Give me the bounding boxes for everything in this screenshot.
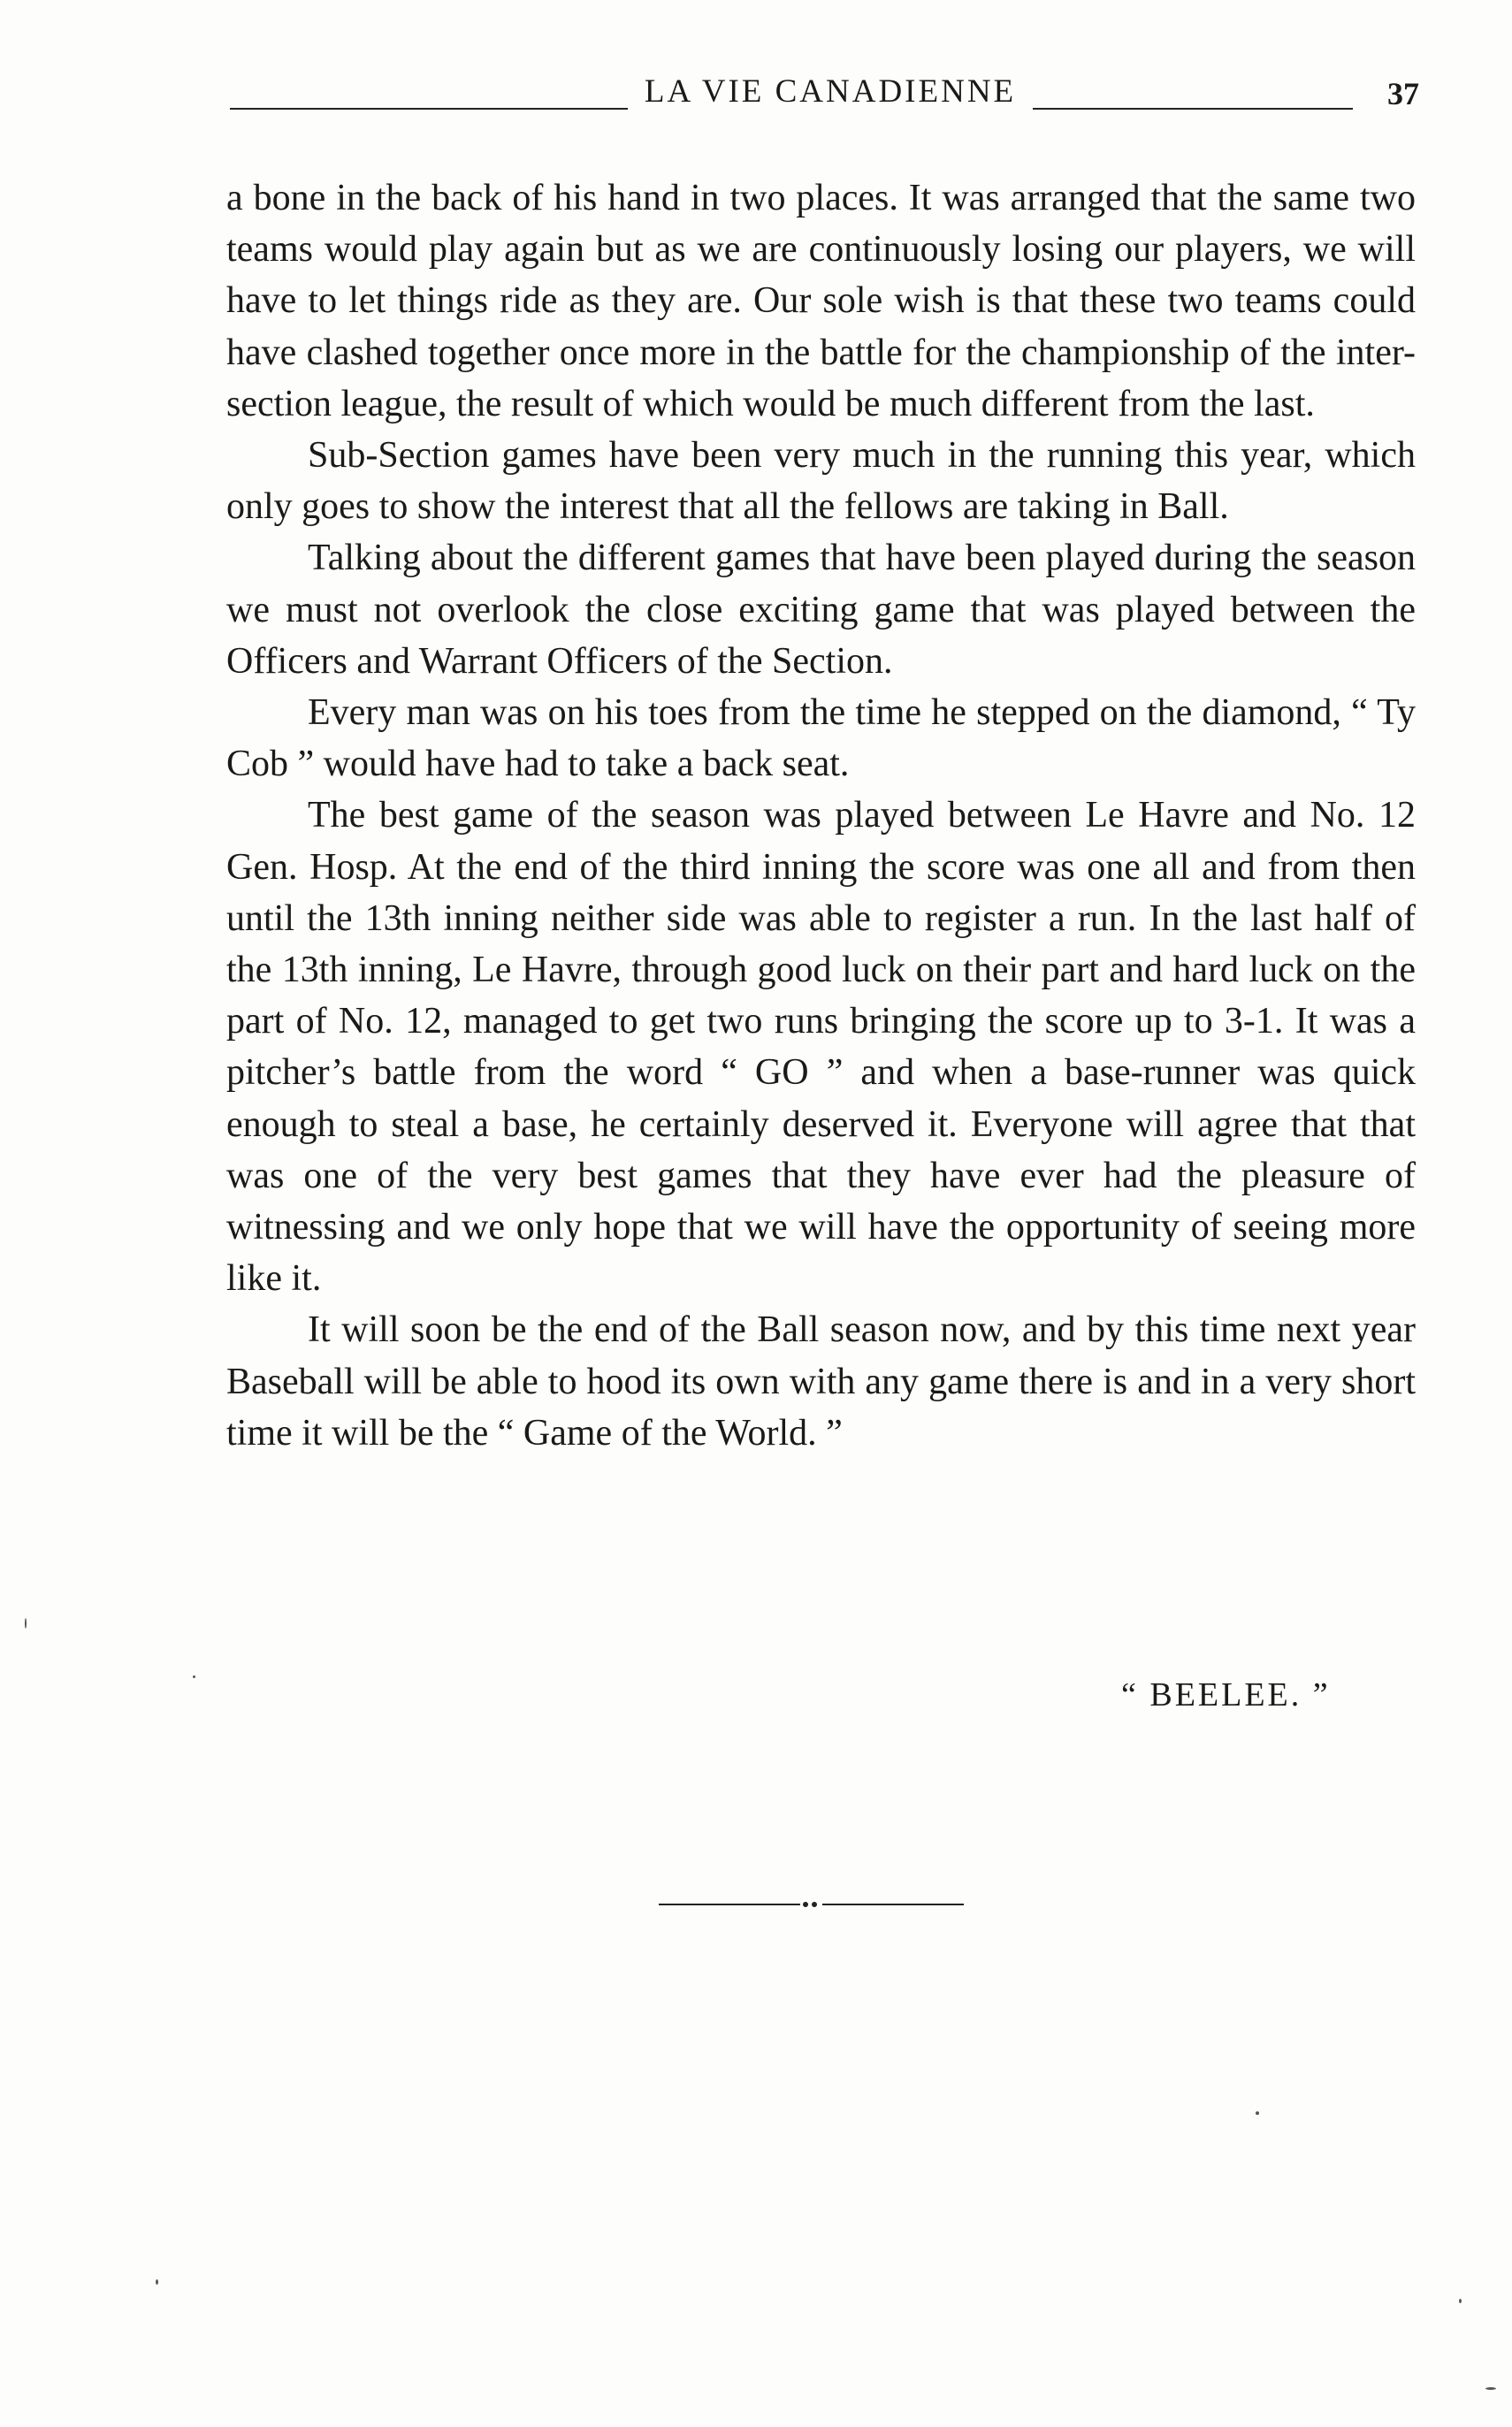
print-speck: [1485, 2387, 1496, 2390]
paragraph: It will soon be the end of the Ball season now, and by this time next year Baseball will be able to hood its own with any game there is and in a very short time it will be the “ Game of the World. ”: [226, 1309, 1416, 1454]
divider-line-left: [659, 1904, 800, 1905]
print-speck: [193, 1675, 195, 1678]
print-speck: [156, 2279, 158, 2285]
paragraph: Talking about the different games that have been played during the season we must not overlook the close exciting game that was played between the Officers and Warrant Officers of the Section.: [226, 538, 1416, 682]
article-body: [226, 172, 1416, 1459]
author-signature: “ BEELEE. ”: [1121, 1676, 1331, 1713]
divider-line-right: [822, 1904, 964, 1905]
header-rule-right: [1033, 108, 1353, 110]
header-rule-left: [230, 108, 628, 110]
print-speck: [1459, 2299, 1462, 2303]
paragraph: The best game of the season was played between Le Havre and No. 12 Gen. Hosp. At the end of the third inning the score was one all and from then until the 13th inning neither side was able to register a run. In the last half of the 13th inning, Le Havre, through good luck on their part and hard luck on the part of No. 12, managed to get two runs bringing the score up to 3-1. It was a pitcher’s battle from the word “ GO ” and when a base-runner was quick enough to steal a base, he certainly deserved it. Everyone will agree that that was one of the very best games that they have ever had the pleasure of witnessing and we only hope that we will have the opportunity of seeing more like it.: [226, 795, 1416, 1300]
paragraph-continuation: a bone in the back of his hand in two places. It was arranged that the same two teams would play again but as we are continuously losing our players, we will have to let things ride as they are. Our sole wish is that these two teams could have clashed together once more in the battle for the championship of the inter-section league, the result of which would be much different from the last.: [226, 178, 1416, 424]
paragraph: Sub-Section games have been very much in the running this year, which only goes to show the interest that all the fellows are taking in Ball.: [226, 435, 1416, 528]
page-header: [230, 73, 1419, 117]
print-speck: [1256, 2111, 1259, 2115]
running-title: LA VIE CANADIENNE: [644, 73, 1017, 110]
divider-dot: [803, 1902, 808, 1907]
section-divider-ornament: [659, 1899, 964, 1910]
divider-dot: [812, 1902, 817, 1907]
paragraph: Every man was on his toes from the time he stepped on the diamond, “ Ty Cob ” would have had to take a back seat.: [226, 692, 1416, 785]
page-number: 37: [1387, 76, 1419, 111]
print-speck: [25, 1618, 27, 1629]
